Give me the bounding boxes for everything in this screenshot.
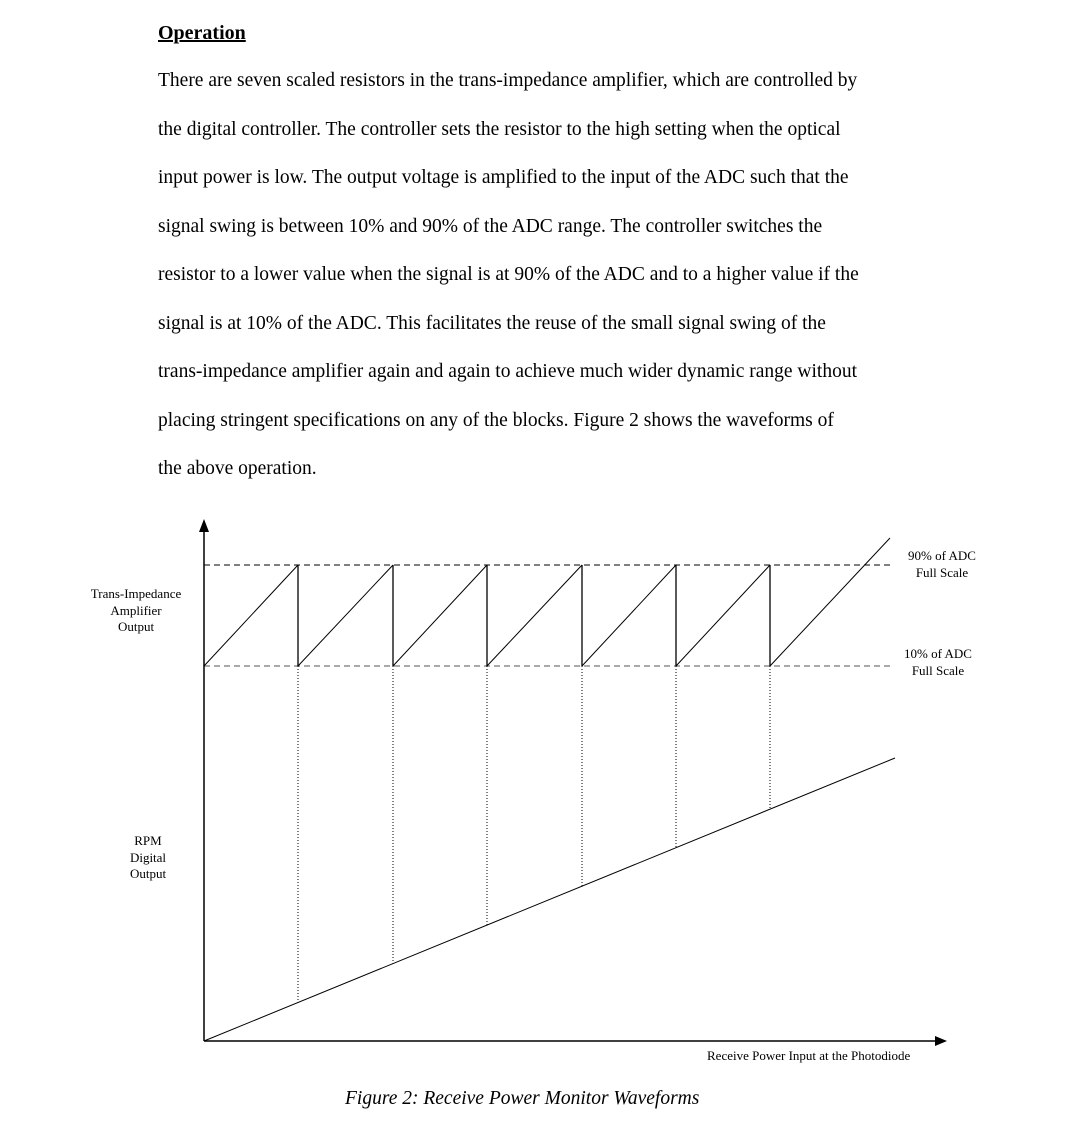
paragraph-line: signal is at 10% of the ADC. This facilitates the reuse of the small signal swing of the [158, 312, 826, 334]
label-line: RPM [134, 833, 162, 848]
label-line: Full Scale [911, 662, 965, 678]
label-line: Digital [129, 849, 167, 865]
paragraph-line: input power is low. The output voltage is amplified to the input of the ADC such that the [158, 167, 849, 188]
tia-ramp [582, 565, 676, 666]
label-line: Output [117, 619, 155, 634]
section-heading: Operation [158, 22, 246, 44]
rpm-output-line [204, 758, 895, 1041]
tia-ramp [487, 565, 582, 666]
tia-ramp [204, 565, 298, 666]
tia-output-label [76, 586, 196, 636]
tia-ramp [676, 565, 770, 666]
paragraph-line: signal swing is between 10% and 90% of the ADC range. The controller switches the [158, 215, 823, 237]
tia-ramp [298, 565, 393, 666]
upper-threshold-label [892, 548, 992, 581]
paragraph-line: placing stringent specifications on any of the blocks. Figure 2 shows the waveforms of [158, 409, 834, 431]
tia-ramp-final [770, 538, 890, 666]
y-axis-arrow-icon [199, 519, 209, 532]
paragraph-line: trans-impedance amplifier again and again to achieve much wider dynamic range without [158, 361, 858, 382]
label-line: 90% of ADC [908, 548, 976, 563]
paragraph-line: the above operation. [158, 458, 317, 479]
label-line: Output [129, 866, 167, 881]
tia-ramp [393, 565, 487, 666]
label-line: Trans-Impedance [90, 586, 182, 601]
figure-caption: Figure 2: Receive Power Monitor Waveforms [345, 1088, 700, 1109]
label-line: 10% of ADC [904, 646, 972, 661]
label-line: Amplifier [110, 602, 162, 618]
paragraph-line: There are seven scaled resistors in the trans-impedance amplifier, which are controlled by [158, 70, 858, 91]
paragraph-line: the digital controller. The controller sets the resistor to the high setting when the optical [158, 118, 841, 140]
label-line: Full Scale [915, 564, 969, 580]
lower-threshold-label [888, 646, 988, 679]
rpm-output-label [98, 833, 198, 883]
paragraph-line: resistor to a lower value when the signal is at 90% of the ADC and to a higher value if the [158, 264, 859, 285]
x-axis-label: Receive Power Input at the Photodiode [707, 1048, 911, 1063]
x-axis-arrow-icon [935, 1036, 947, 1046]
